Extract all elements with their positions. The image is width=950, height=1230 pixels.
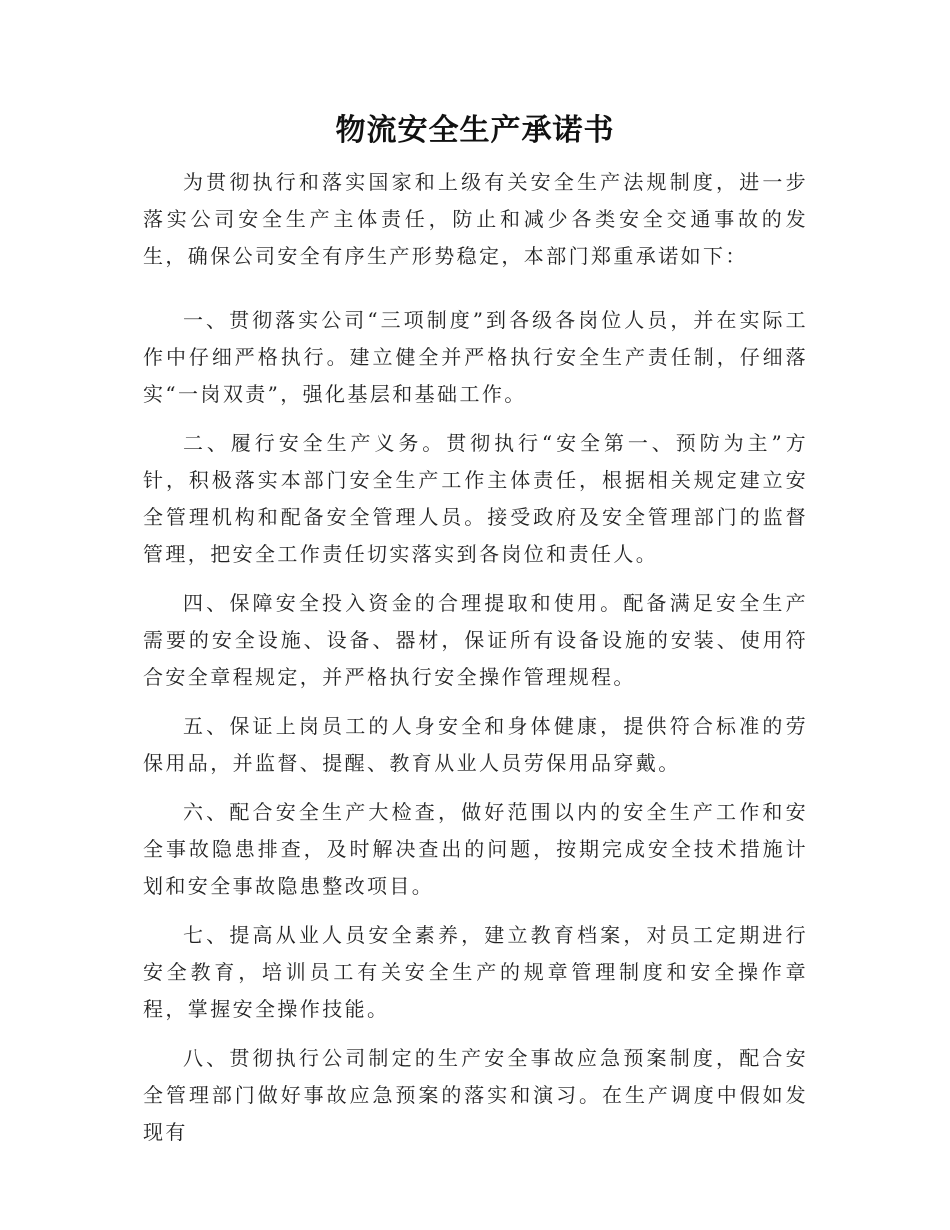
paragraph-item-1: 一、贯彻落实公司“三项制度”到各级各岗位人员，并在实际工作中仔细严格执行。建立健全并严格执行安全生产责任制，仔细落实“一岗双责”，强化基层和基础工作。 [143,308,808,406]
paragraph-intro: 为贯彻执行和落实国家和上级有关安全生产法规制度，进一步落实公司安全生产主体责任，防止和减少各类安全交通事故的发生，确保公司安全有序生产形势稳定，本部门郑重承诺如下： [143,170,808,268]
paragraph-item-5: 五、保证上岗员工的人身安全和身体健康，提供符合标准的劳保用品，并监督、提醒、教育从业人员劳保用品穿戴。 [143,714,808,775]
paragraph-item-7: 七、提高从业人员安全素养，建立教育档案，对员工定期进行安全教育，培训员工有关安全生产的规章管理制度和安全操作章程，掌握安全操作技能。 [143,923,808,1021]
document-title: 物流安全生产承诺书 [335,113,615,148]
document-body [143,164,808,1163]
paragraph-item-2: 二、履行安全生产义务。贯彻执行“安全第一、预防为主”方针，积极落实本部门安全生产工作主体责任，根据相关规定建立安全管理机构和配备安全管理人员。接受政府及安全管理部门的监督管理，把安全工作责任切实落实到各岗位和责任人。 [143,431,808,566]
paragraph-item-8: 八、贯彻执行公司制定的生产安全事故应急预案制度，配合安全管理部门做好事故应急预案的落实和演习。在生产调度中假如发现有 [143,1046,808,1144]
paragraph-item-6: 六、配合安全生产大检查，做好范围以内的安全生产工作和安全事故隐患排查，及时解决查出的问题，按期完成安全技术措施计划和安全事故隐患整改项目。 [143,800,808,898]
paragraph-item-4: 四、保障安全投入资金的合理提取和使用。配备满足安全生产需要的安全设施、设备、器材，保证所有设备设施的安装、使用符合安全章程规定，并严格执行安全操作管理规程。 [143,591,808,689]
